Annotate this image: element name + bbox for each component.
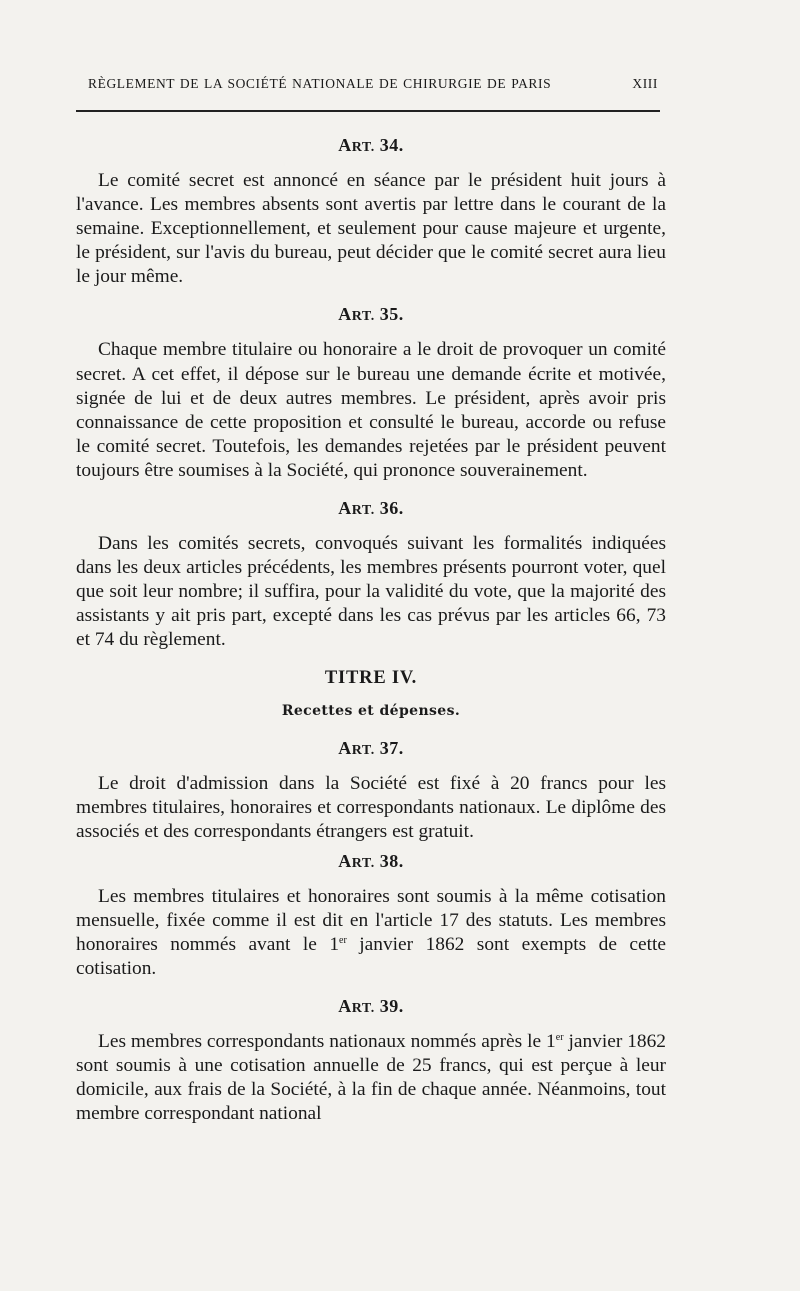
article-label-prefix: A (338, 304, 352, 325)
article-38-text-part1: Les membres titulaires et honoraires sont soumis à la même cotisation mensuelle, fixée comme il est dit en l'article 17 des statuts. Les membres honoraires nommés avant le 1 (76, 885, 666, 955)
article-label-prefix: A (338, 996, 352, 1017)
article-number: 39. (379, 996, 404, 1017)
article-label-rest: RT. (351, 855, 375, 871)
article-label-prefix: A (338, 850, 352, 871)
article-heading-34 (76, 132, 666, 161)
article-number: 34. (379, 135, 404, 155)
article-heading-37 (76, 735, 666, 764)
article-heading-38 (76, 848, 666, 877)
article-number: 36. (379, 498, 404, 519)
running-title: RÈGLEMENT DE LA SOCIÉTÉ NATIONALE DE CHIRURGIE DE PARIS (88, 76, 552, 91)
ordinal-superscript: er (339, 934, 347, 946)
running-header (88, 76, 658, 92)
article-38-text-part2: janvier 1862 sont exempts de cette cotisation. (76, 933, 666, 980)
article-37-text: Le droit d'admission dans la Société est fixé à 20 francs pour les membres titulaires, honoraires et correspondants nationaux. Le diplôme des associés et des correspondants étrangers est gratuit. (76, 772, 666, 842)
header-rule (76, 110, 660, 112)
article-number: 38. (379, 850, 404, 871)
article-label-prefix: A (338, 498, 352, 519)
section-title: TITRE IV. (324, 667, 418, 688)
body-text (76, 132, 666, 1127)
article-label-rest: RT. (351, 140, 375, 155)
article-number: 37. (379, 737, 404, 758)
article-heading-35 (76, 301, 666, 330)
article-heading-36 (76, 495, 666, 524)
article-36-text: Dans les comités secrets, convoqués suivant les formalités indiquées dans les deux articles précédents, les membres présents pourront voter, quel que soit leur nombre; il suffira, pour la validité du vote, que la majorité des assistants y ait pris part, excepté dans les cas prévus par les articles 66, 73 et 74 du règlement. (76, 533, 666, 651)
article-label-rest: RT. (351, 1001, 375, 1017)
article-label-prefix: A (338, 135, 352, 155)
article-number: 35. (379, 304, 404, 325)
article-label-rest: RT. (351, 742, 375, 758)
ordinal-superscript: er (555, 1032, 564, 1044)
article-39-text-part1: Les membres correspondants nationaux nommés après le 1 (98, 1031, 556, 1053)
section-subtitle: Recettes et dépenses. (281, 702, 461, 719)
article-label-rest: RT. (351, 503, 375, 519)
article-heading-39 (76, 993, 666, 1022)
article-label-rest: RT. (351, 309, 375, 325)
article-35-text: Chaque membre titulaire ou honoraire a le droit de provoquer un comité secret. A cet effet, il dépose sur le bureau une demande écrite et motivée, signée de lui et de deux autres membres. Le président, après avoir pris connaissance de cette proposition et consulté le bureau, accorde ou refuse le comité secret. Toutefois, les demandes rejetées par le président peuvent toujours être soumises à la Société, qui prononce souverainement. (76, 339, 666, 481)
page-number: XIII (632, 76, 658, 91)
article-label-prefix: A (338, 737, 352, 758)
article-39-text-part2: janvier 1862 sont soumis à une cotisation annuelle de 25 francs, qui est perçue à leur domicile, aux frais de la Société, à la fin de chaque année. Néanmoins, tout membre correspondant national (76, 1031, 667, 1125)
article-39-text (76, 1030, 666, 1126)
article-38-text (76, 885, 666, 981)
article-34-text: Le comité secret est annoncé en séance par le président huit jours à l'avance. Les membres absents sont avertis par lettre dans le courant de la semaine. Exceptionnellement, et seulement pour cause majeure et urgente, le président, sur l'avis du bureau, peut décider que le comité secret aura lieu le jour même. (76, 170, 666, 288)
